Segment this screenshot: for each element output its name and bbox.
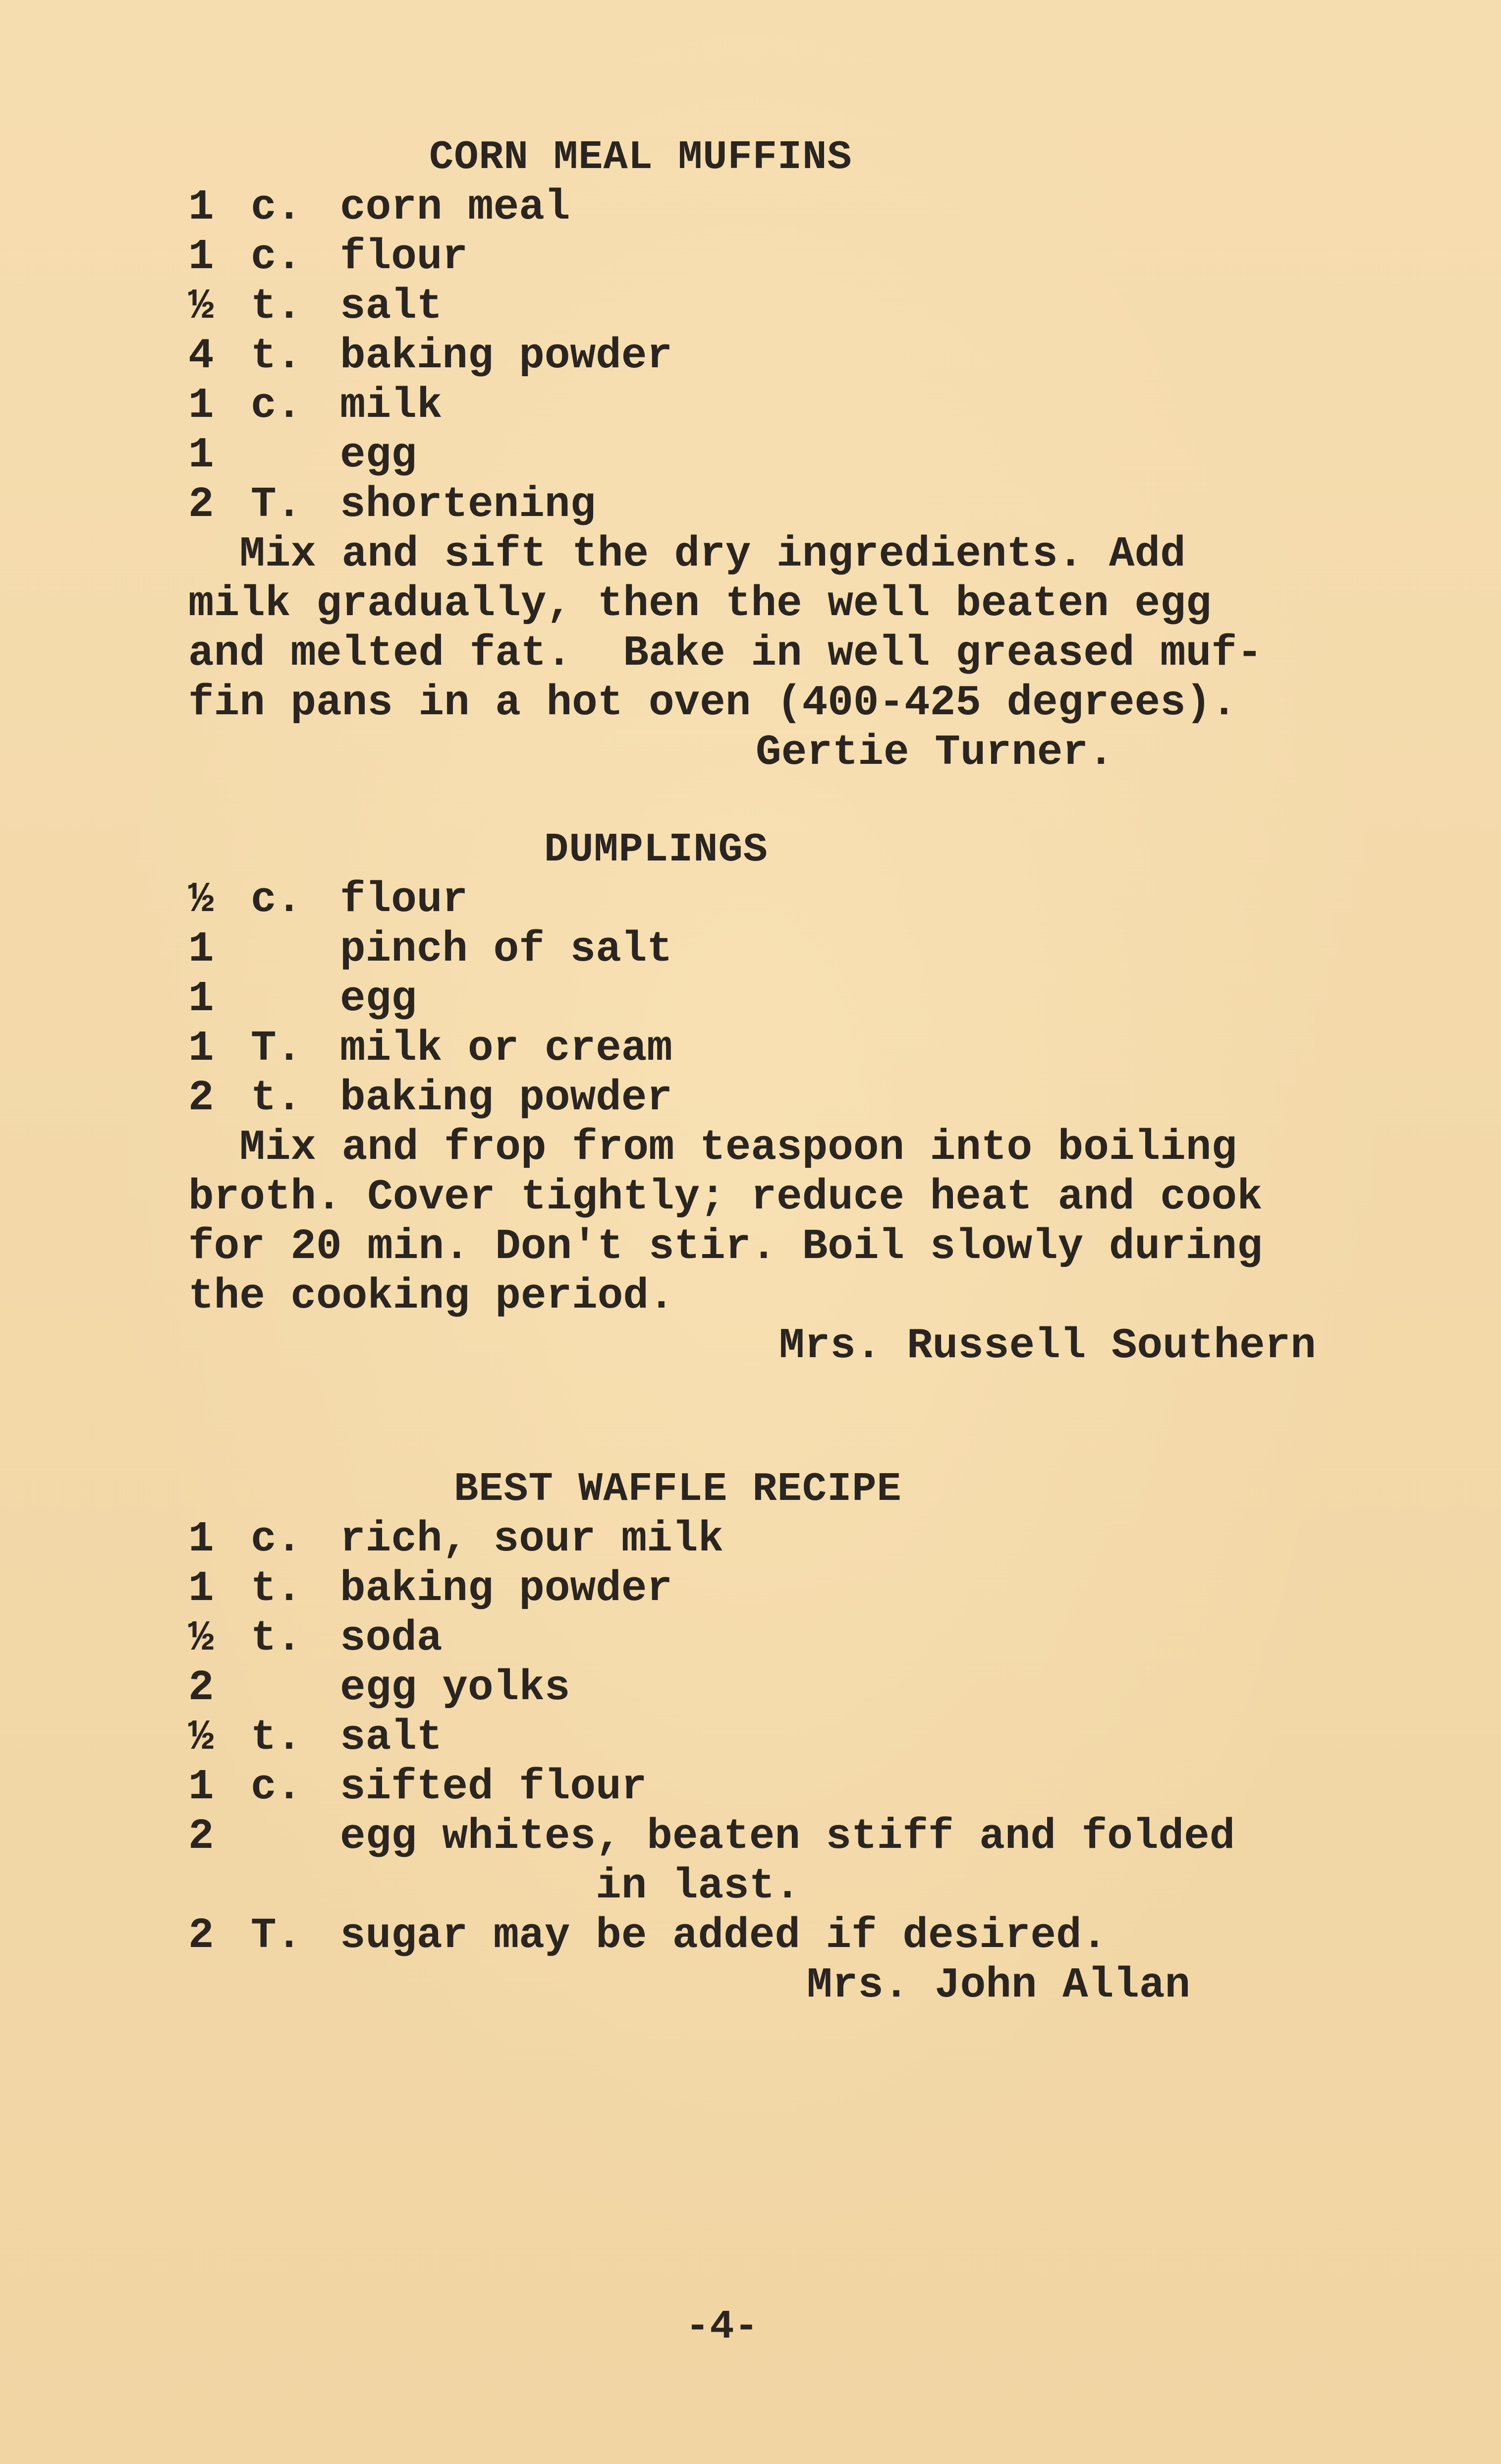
ingredient-item: salt [340,1713,443,1762]
recipe-title: CORN MEAL MUFFINS [429,134,852,180]
ingredient-item: flour [340,232,468,281]
ingredient-item: milk [340,381,443,430]
ingredient-qty: 1 [188,431,214,479]
ingredient-qty: 2 [188,1911,214,1960]
ingredient-qty: 1 [188,925,214,974]
ingredient-unit: c. [251,381,302,430]
ingredient-unit: t. [251,332,302,380]
ingredient-qty: 2 [188,1663,214,1712]
ingredient-item: pinch of salt [340,925,672,974]
ingredient-unit: T. [251,1024,302,1073]
ingredient-item: baking powder [340,1074,672,1122]
ingredient-qty: ½ [188,1614,214,1662]
instruction-line: and melted fat. Bake in well greased muf- [188,629,1263,678]
ingredient-item: baking powder [340,332,672,380]
ingredient-qty: 1 [188,183,214,231]
ingredient-qty: 2 [188,1812,214,1861]
ingredient-unit: T. [251,1911,302,1960]
instruction-line: milk gradually, then the well beaten egg [188,579,1212,628]
ingredient-item: milk or cream [340,1024,672,1073]
ingredient-qty: ½ [188,1713,214,1762]
ingredient-item: sugar may be added if desired. [340,1911,1108,1960]
ingredient-qty: 1 [188,381,214,430]
instruction-line: Mix and sift the dry ingredients. Add [188,530,1186,578]
ingredient-unit: T. [251,480,302,529]
instruction-line: broth. Cover tightly; reduce heat and cook [188,1173,1263,1221]
ingredient-unit: t. [251,282,302,331]
page-number: -4- [685,2304,759,2350]
ingredient-qty: 1 [188,1763,214,1811]
ingredient-qty: 1 [188,1024,214,1073]
instruction-line: the cooking period. [188,1272,674,1320]
ingredient-qty: ½ [188,875,214,924]
instruction-line: for 20 min. Don't stir. Boil slowly during [188,1222,1263,1271]
ingredient-item: egg whites, beaten stiff and folded [340,1812,1235,1861]
ingredient-item: flour [340,875,468,924]
ingredient-item-continuation: in last. [340,1862,800,1910]
ingredient-qty: 4 [188,332,214,380]
ingredient-qty: ½ [188,282,214,331]
ingredient-unit: c. [251,875,302,924]
ingredient-unit: c. [251,232,302,281]
ingredient-item: egg [340,431,417,479]
recipe-title: DUMPLINGS [544,827,768,873]
ingredient-item: sifted flour [340,1763,647,1811]
ingredient-item: egg [340,974,417,1023]
ingredient-item: rich, sour milk [340,1515,724,1563]
ingredient-qty: 1 [188,232,214,281]
ingredient-unit: c. [251,1515,302,1563]
ingredient-unit: t. [251,1564,302,1613]
recipe-author: Mrs. John Allan [807,1961,1191,2009]
ingredient-qty: 2 [188,1074,214,1122]
ingredient-item: shortening [340,480,596,529]
ingredient-qty: 1 [188,1515,214,1563]
instruction-line: fin pans in a hot oven (400-425 degrees). [188,679,1237,727]
recipe-author: Mrs. Russell Southern [779,1321,1316,1370]
ingredient-item: salt [340,282,443,331]
ingredient-unit: c. [251,1763,302,1811]
ingredient-item: baking powder [340,1564,672,1613]
ingredient-unit: t. [251,1614,302,1662]
ingredient-qty: 2 [188,480,214,529]
ingredient-unit: t. [251,1074,302,1122]
ingredient-unit: t. [251,1713,302,1762]
recipe-author: Gertie Turner. [756,728,1114,777]
ingredient-item: soda [340,1614,443,1662]
ingredient-qty: 1 [188,1564,214,1613]
ingredient-unit: c. [251,183,302,231]
instruction-line: Mix and frop from teaspoon into boiling [188,1123,1237,1172]
ingredient-qty: 1 [188,974,214,1023]
recipe-title: BEST WAFFLE RECIPE [454,1466,902,1512]
ingredient-item: corn meal [340,183,570,231]
ingredient-item: egg yolks [340,1663,570,1712]
